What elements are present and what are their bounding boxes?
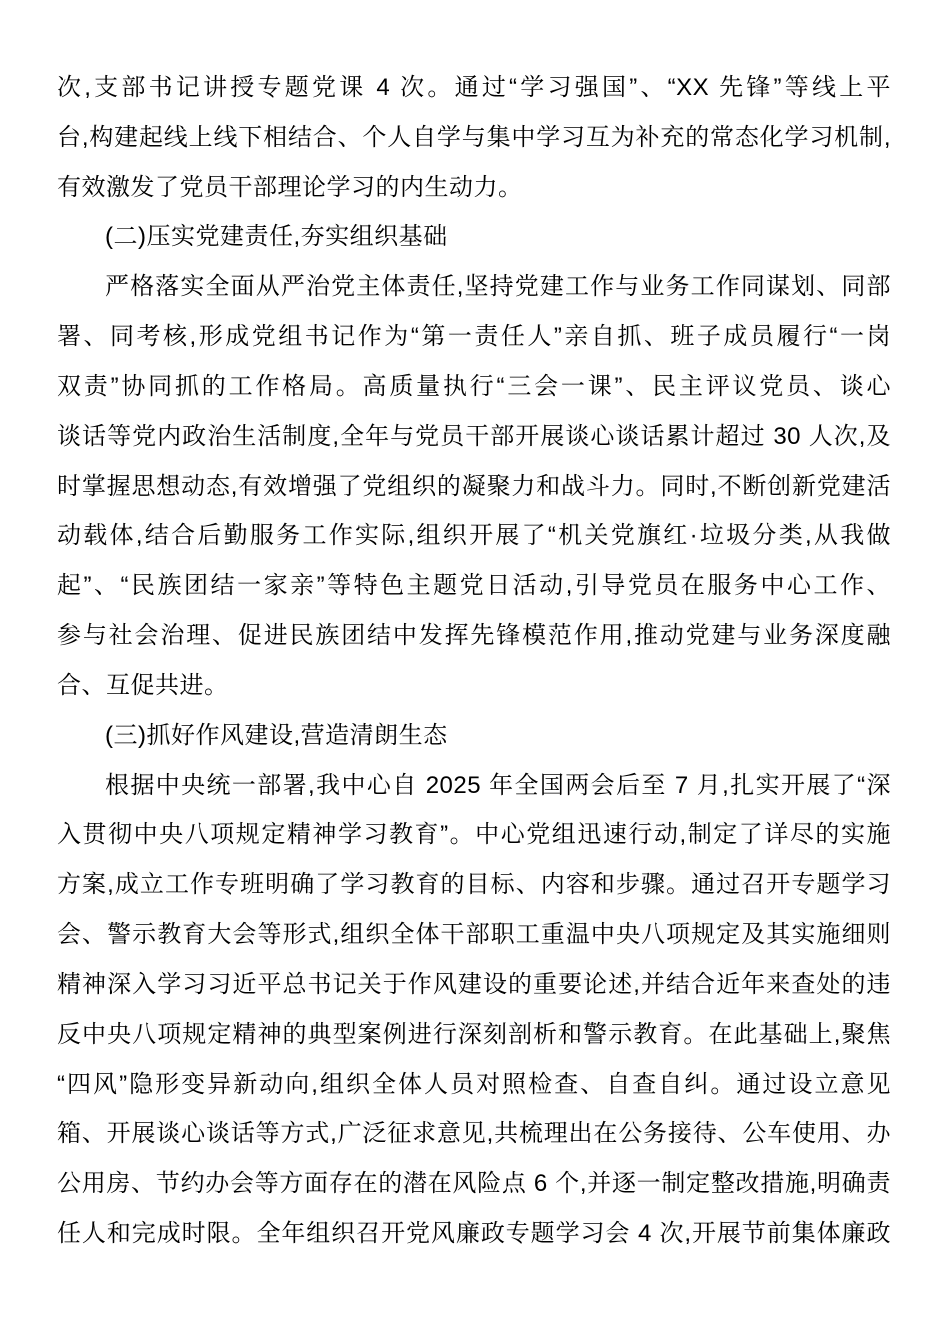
text-line: 严格落实全面从严治党主体责任,坚持党建工作与业务工作同谋划、同部 xyxy=(105,273,891,301)
text-line: 起”、“民族团结一家亲”等特色主题党日活动,引导党员在服务中心工作、 xyxy=(57,572,891,600)
text-line: 公用房、节约办会等方面存在的潜在风险点 6 个,并逐一制定整改措施,明确责 xyxy=(57,1170,891,1198)
section-heading: (二)压实党建责任,夯实组织基础 xyxy=(105,223,448,251)
text-line: 台,构建起线上线下相结合、个人自学与集中学习互为补充的常态化学习机制, xyxy=(57,123,891,151)
text-line: 会、警示教育大会等形式,组织全体干部职工重温中央八项规定及其实施细则 xyxy=(57,921,891,949)
text-line: 合、互促共进。 xyxy=(57,671,229,699)
text-line: “四风”隐形变异新动向,组织全体人员对照检查、自查自纠。通过设立意见 xyxy=(57,1070,891,1098)
text-line: 署、同考核,形成党组书记作为“第一责任人”亲自抓、班子成员履行“一岗 xyxy=(57,323,891,351)
text-line: 任人和完成时限。全年组织召开党风廉政专题学习会 4 次,开展节前集体廉政 xyxy=(57,1220,891,1248)
text-line: 方案,成立工作专班明确了学习教育的目标、内容和步骤。通过召开专题学习 xyxy=(57,871,891,899)
text-line: 箱、开展谈心谈话等方式,广泛征求意见,共梳理出在公务接待、公车使用、办 xyxy=(57,1120,891,1148)
text-line: 参与社会治理、促进民族团结中发挥先锋模范作用,推动党建与业务深度融 xyxy=(57,622,891,650)
text-line: 谈话等党内政治生活制度,全年与党员干部开展谈心谈话累计超过 30 人次,及 xyxy=(57,422,891,450)
text-line: 入贯彻中央八项规定精神学习教育”。中心党组迅速行动,制定了详尽的实施 xyxy=(57,821,891,849)
text-line: 次,支部书记讲授专题党课 4 次。通过“学习强国”、“XX 先锋”等线上平 xyxy=(57,74,891,101)
text-line: 反中央八项规定精神的典型案例进行深刻剖析和警示教育。在此基础上,聚焦 xyxy=(57,1020,891,1048)
section-heading: (三)抓好作风建设,营造清朗生态 xyxy=(105,721,448,749)
text-line: 双责”协同抓的工作格局。高质量执行“三会一课”、民主评议党员、谈心 xyxy=(57,372,891,400)
text-line: 精神深入学习习近平总书记关于作风建设的重要论述,并结合近年来查处的违 xyxy=(57,970,891,998)
text-line: 时掌握思想动态,有效增强了党组织的凝聚力和战斗力。同时,不断创新党建活 xyxy=(57,472,891,500)
text-line: 根据中央统一部署,我中心自 2025 年全国两会后至 7 月,扎实开展了“深 xyxy=(105,771,891,799)
text-line: 动载体,结合后勤服务工作实际,组织开展了“机关党旗红·垃圾分类,从我做 xyxy=(57,522,891,550)
document-text-flow xyxy=(57,63,891,1259)
text-line: 有效激发了党员干部理论学习的内生动力。 xyxy=(57,173,523,201)
